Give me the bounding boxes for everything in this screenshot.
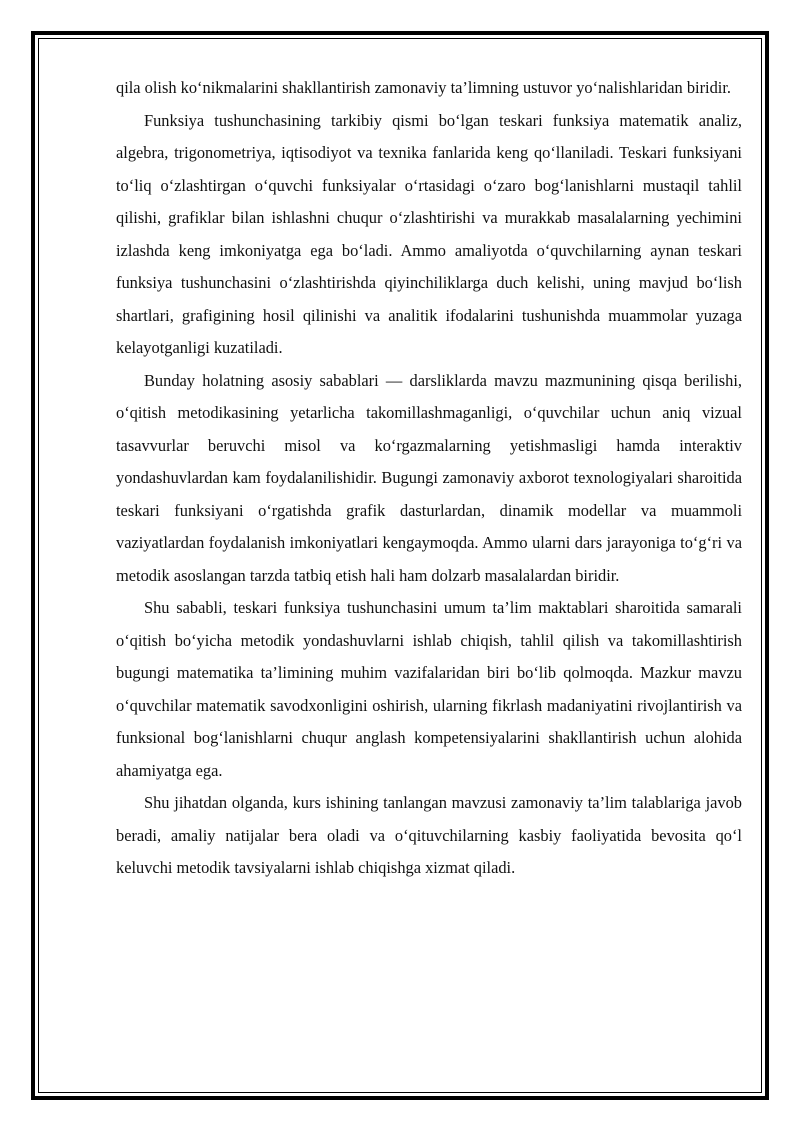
- document-body: [116, 72, 742, 885]
- paragraph: Bunday holatning asosiy sabablari — darsliklarda mavzu mazmunining qisqa berilishi, o‘qitish metodikasining yetarlicha takomillashmaganligi, o‘quvchilar uchun aniq vizual tasavvurlar beruvchi misol va ko‘rgazmalarning yetishmasligi hamda interaktiv yondashuvlardan kam foydalanilishidir. Bugungi zamonaviy axborot texnologiyalari sharoitida teskari funksiyani o‘rgatishda grafik dasturlardan, dinamik modellar va muammoli vaziyatlardan foydalanish imkoniyatlari kengaymoqda. Ammo ularni dars jarayoniga to‘g‘ri va metodik asoslangan tarzda tatbiq etish hali ham dolzarb masalalardan biridir.: [116, 370, 742, 585]
- paragraph: Shu jihatdan olganda, kurs ishining tanlangan mavzusi zamonaviy ta’lim talablariga javob beradi, amaliy natijalar bera oladi va o‘qituvchilarning kasbiy faoliyatida bevosita qo‘l keluvchi metodik tavsiyalarni ishlab chiqishga xizmat qiladi.: [116, 793, 742, 877]
- paragraph: Shu sababli, teskari funksiya tushunchasini umum ta’lim maktablari sharoitida samarali o‘qitish bo‘yicha metodik yondashuvlarni ishlab chiqish, tahlil qilish va takomillashtirish bugungi matematika ta’limining muhim vazifalaridan biri bo‘lib qolmoqda. Mazkur mavzu o‘quvchilar matematik savodxonligini oshirish, ularning fikrlash madaniyatini rivojlantirish va funksional bog‘lanishlarni chuqur anglash kompetensiyalarini shakllantirish uchun alohida ahamiyatga ega.: [116, 598, 742, 780]
- paragraph: Funksiya tushunchasining tarkibiy qismi bo‘lgan teskari funksiya matematik analiz, algebra, trigonometriya, iqtisodiyot va texnika fanlarida keng qo‘llaniladi. Teskari funksiyani to‘liq o‘zlashtirgan o‘quvchi funksiyalar o‘rtasidagi o‘zaro bog‘lanishlarni mustaqil tahlil qilishi, grafiklar bilan ishlashni chuqur o‘zlashtirishi va murakkab masalalarning yechimini izlashda keng imkoniyatga ega bo‘ladi. Ammo amaliyotda o‘quvchilarning aynan teskari funksiya tushunchasini o‘zlashtirishda qiyinchiliklarga duch kelishi, uning mavjud bo‘lish shartlari, grafigining hosil qilinishi va analitik ifodalarini tushunishda muammolar yuzaga kelayotganligi kuzatiladi.: [116, 110, 742, 357]
- paragraph-continuation: qila olish ko‘nikmalarini shakllantirish zamonaviy ta’limning ustuvor yo‘nalishlaridan biridir.: [116, 78, 731, 97]
